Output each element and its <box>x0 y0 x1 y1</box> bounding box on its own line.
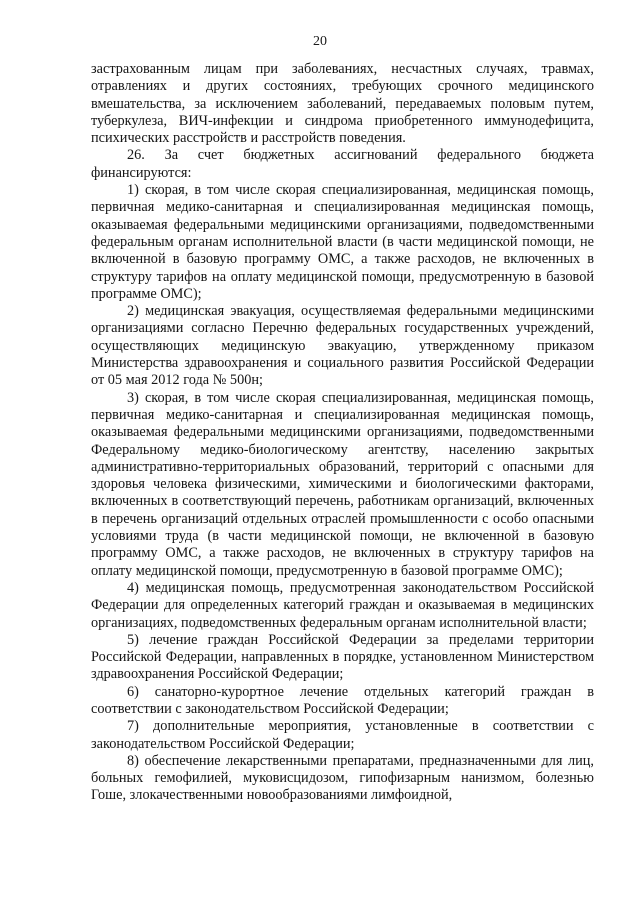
list-item-1: 1) скорая, в том числе скорая специализированная, медицинская помощь, первичная медико-санитарная и специализированная медицинская помощь, оказываемая федеральными медицинскими организациями, подведомственными федеральным органам исполнительной власти (в части медицинской помощи, не включенной в базовую программу ОМС, а также расходов, не включенных в структуру тарифов на оплату медицинской помощи, предусмотренную в базовой программе ОМС); <box>91 182 594 302</box>
list-item-2: 2) медицинская эвакуация, осуществляемая федеральными медицинскими организациями согласно Перечню федеральных государственных учреждений, осуществляющих медицинскую эвакуацию, утвержденному приказом Министерства здравоохранения и социального развития Российской Федерации от 05 мая 2012 года № 500н; <box>91 303 594 389</box>
list-item-6: 6) санаторно-курортное лечение отдельных категорий граждан в соответствии с законодательством Российской Федерации; <box>91 683 594 717</box>
list-item-7: 7) дополнительные мероприятия, установленные в соответствии с законодательством Российской Федерации; <box>91 718 594 752</box>
list-item-5: 5) лечение граждан Российской Федерации за пределами территории Российской Федерации, направленных в порядке, установленном Министерством здравоохранения Российской Федерации; <box>91 631 594 683</box>
paragraph-section-26: 26. За счет бюджетных ассигнований федерального бюджета финансируются: <box>91 147 594 181</box>
list-item-3: 3) скорая, в том числе скорая специализированная, медицинская помощь, первичная медико-санитарная и специализированная медицинская помощь, оказываемая федеральными медицинскими организациями, подведомственными Федеральному медико-биологическому агентству, населению закрытых административно-территориальных образований, территорий с опасными для здоровья человека физическими, химическими и биологическими факторами, включенных в соответствующий перечень, работникам организаций, включенных в перечень организаций отдельных отраслей промышленности с особо опасными условиями труда (в части медицинской помощи, не включенной в базовую программу ОМС, а также расходов, не включенных в структуру тарифов на оплату медицинской помощи, предусмотренную в базовой программе ОМС); <box>91 389 594 579</box>
page-number: 20 <box>313 34 327 49</box>
paragraph-continuation: застрахованным лицам при заболеваниях, несчастных случаях, травмах, отравлениях и других состояниях, требующих срочного медицинского вмешательства, за исключением заболеваний, передаваемых половым путем, туберкулеза, ВИЧ-инфекции и синдрома приобретенного иммунодефицита, психических расстройств и расстройств поведения. <box>91 61 594 147</box>
list-item-4: 4) медицинская помощь, предусмотренная законодательством Российской Федерации для определенных категорий граждан и оказываемая в медицинских организациях, подведомственных федеральным органам исполнительной власти; <box>91 579 594 631</box>
document-body <box>91 61 594 805</box>
list-item-8: 8) обеспечение лекарственными препаратами, предназначенными для лиц, больных гемофилией, муковисцидозом, гипофизарным нанизмом, болезнью Гоше, злокачественными новообразованиями лимфоидной, <box>91 752 594 804</box>
